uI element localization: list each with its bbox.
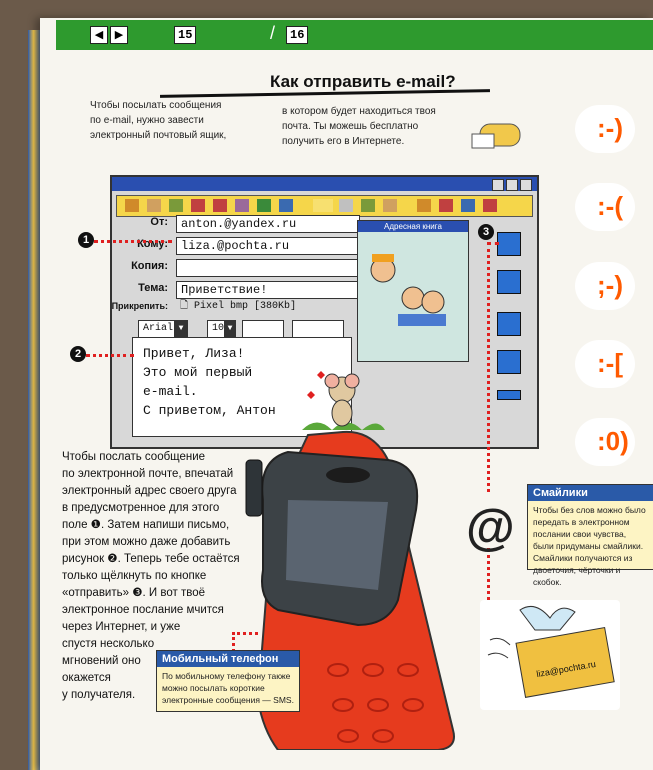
paragraph-line: поле ❶. Затем напиши письмо, (62, 519, 230, 531)
envelope-address: liza@pochta.ru (535, 658, 597, 680)
to-field[interactable]: liza.@pochta.ru (176, 237, 360, 255)
paragraph-line: у получателя. (62, 689, 136, 701)
prev-arrow-icon[interactable]: ◀ (90, 26, 108, 44)
phone-box-text: По мобильному телефону также можно посылать короткие электронные сообщения — SMS. (162, 671, 294, 705)
paragraph-line: спустя несколько (62, 638, 155, 650)
page-title: Как отправить e-mail? (270, 72, 456, 91)
paragraph-line: электронный адрес своего друга (62, 485, 237, 497)
subject-field[interactable]: Приветствие! (176, 281, 360, 299)
connector-line-2 (86, 354, 134, 357)
page-header-bar (56, 20, 653, 50)
paragraph-line: рисунок ❷. Теперь тебе остаётся (62, 553, 240, 565)
marker-3: 3 (478, 224, 494, 240)
flying-envelope-card (480, 600, 620, 710)
attachment-name: Pixel bmp [380Kb] (194, 301, 297, 312)
paragraph-line: Чтобы послать сообщение (62, 451, 206, 463)
paragraph-line: только щёлкнуть по кнопке (62, 570, 207, 582)
email-client-window (110, 175, 539, 449)
paragraph-line: через Интернет, и уже (62, 621, 181, 633)
intro-line: электронный почтовый ящик, (90, 130, 227, 141)
format-buttons[interactable] (242, 320, 284, 338)
contacts-avatars[interactable] (358, 232, 468, 352)
from-field[interactable]: anton.@yandex.ru (176, 215, 360, 233)
intro-line: в котором будет находиться твоя (282, 106, 436, 117)
intro-right (282, 104, 436, 149)
toolbar (116, 195, 533, 217)
delete-icon[interactable] (497, 350, 521, 374)
connector-line-1 (94, 240, 172, 243)
total-pages-number: 16 (286, 26, 308, 44)
paragraph-line: «отправить» ❸. И вот твоё (62, 587, 205, 599)
from-label: От: (150, 216, 168, 228)
smiley-sad: :-( (575, 183, 635, 231)
paragraph-line: окажется (62, 672, 111, 684)
smiley-happy: :-) (575, 105, 635, 153)
mailbox-icon (470, 118, 530, 158)
page-separator: / (270, 23, 276, 43)
phone-info-box (156, 650, 300, 712)
phone-antenna (238, 458, 278, 518)
smiley-confused: :-[ (575, 340, 635, 388)
intro-line: по e-mail, нужно завести (90, 115, 204, 126)
minimize-icon[interactable] (492, 179, 504, 191)
file-icon: 🗋 (180, 301, 195, 312)
subject-label: Тема: (138, 282, 168, 294)
connector-line-4 (487, 548, 490, 608)
paragraph-line: в предусмотренное для этого (62, 502, 220, 514)
smiley-surprised: :0) (575, 418, 635, 466)
intro-line: Чтобы посылать сообщения (90, 100, 222, 111)
intro-left (90, 98, 226, 143)
smiley-wink: ;-) (575, 262, 635, 310)
close-icon[interactable] (520, 179, 532, 191)
paragraph-line: электронное послание мчится (62, 604, 224, 616)
current-page-number: 15 (174, 26, 196, 44)
address-book-panel[interactable] (357, 220, 469, 362)
attach-label: Прикрепить: (111, 301, 168, 311)
font-select[interactable]: Arial (138, 320, 176, 338)
paragraph-line: при этом можно даже добавить (62, 536, 231, 548)
font-size-select[interactable]: 10 (207, 320, 225, 338)
intro-line: получить его в Интернете. (282, 136, 405, 147)
message-body[interactable]: Привет, Лиза! Это мой первый e-mail. С приветом, Антон (132, 337, 352, 437)
phone-box-title: Мобильный телефон (157, 651, 299, 667)
next-arrow-icon[interactable]: ▶ (110, 26, 128, 44)
mouse-picture (297, 355, 387, 435)
send-icon[interactable] (497, 232, 521, 256)
forward-icon[interactable] (497, 312, 521, 336)
attachment-field[interactable] (176, 299, 358, 315)
toolbar-icons[interactable] (117, 196, 532, 216)
maximize-icon[interactable] (506, 179, 518, 191)
intro-line: почта. Ты можешь бесплатно (282, 121, 419, 132)
window-titlebar (112, 177, 537, 191)
connector-line-3b (487, 242, 499, 245)
at-symbol: @ (466, 499, 515, 555)
cc-field[interactable] (176, 259, 360, 277)
align-buttons[interactable] (292, 320, 344, 338)
paragraph-line: по электронной почте, впечатай (62, 468, 234, 480)
smileys-box-title: Смайлики (528, 485, 653, 501)
connector-line-3 (487, 242, 490, 492)
to-label: Кому: (137, 238, 168, 250)
marker-2: 2 (70, 346, 86, 362)
chevron-down-icon[interactable]: ▼ (174, 320, 188, 338)
paragraph-line: мгновений оно (62, 655, 141, 667)
cc-label: Копия: (131, 260, 168, 272)
envelope-icon (480, 600, 620, 710)
reply-icon[interactable] (497, 270, 521, 294)
smileys-info-box (527, 484, 653, 587)
address-book-title: Адресная книга (358, 221, 468, 232)
smileys-box-text: Чтобы без слов можно было передать в электронном послании свои чувства, были придуманы смайлики. Смайлики получаются из двоеточия, чёрточки и скобок. (533, 505, 646, 587)
chevron-down-icon[interactable]: ▼ (224, 320, 236, 338)
marker-1: 1 (78, 232, 94, 248)
options-icon[interactable] (497, 390, 521, 400)
